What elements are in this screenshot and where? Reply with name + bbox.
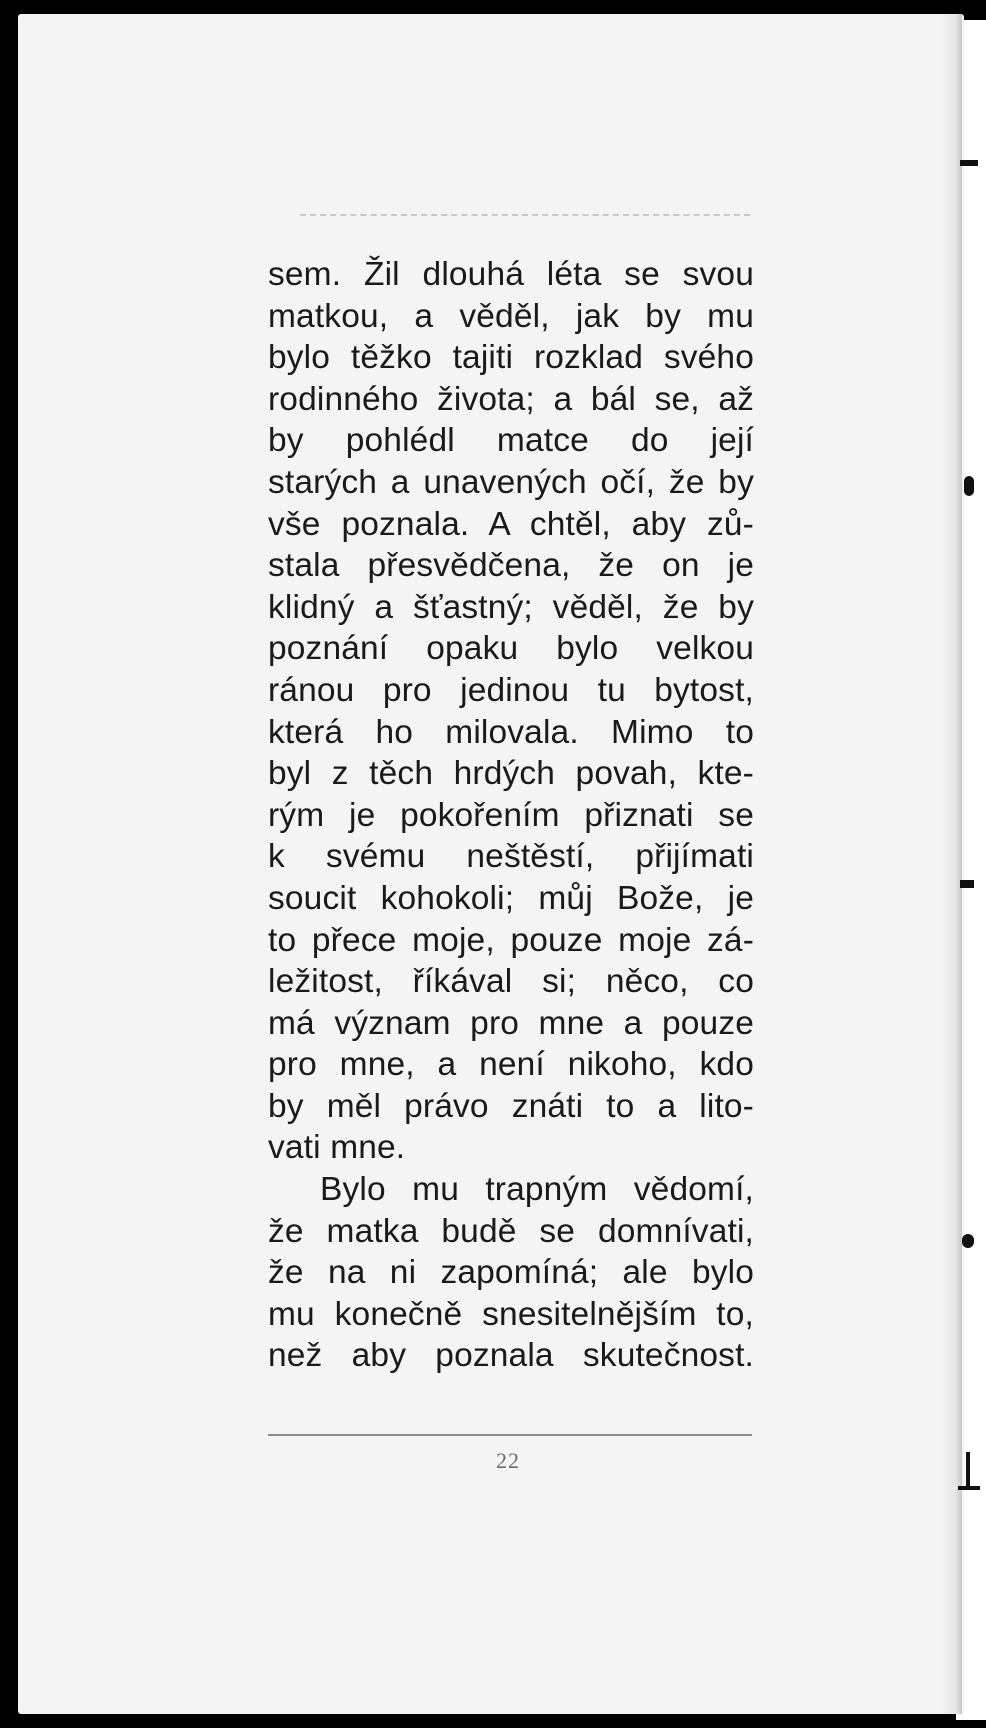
body-text: [268, 254, 754, 1377]
scan-artifact: [960, 160, 978, 166]
scan-artifact: [960, 880, 974, 888]
text-line: bylo těžko tajiti rozklad svého: [268, 339, 754, 377]
text-line: která ho milovala. Mimo to: [268, 713, 754, 751]
text-line: mu konečně snesitelnějším to,: [268, 1295, 754, 1333]
text-line: Bylo mu trapným vědomí,: [320, 1171, 754, 1209]
text-line: než aby poznala skutečnost.: [268, 1337, 754, 1375]
text-line: starých a unavených očí, že by: [268, 463, 754, 501]
text-line: by měl právo znáti to a lito-: [268, 1087, 754, 1125]
scan-artifact: [964, 476, 974, 496]
text-line: vše poznala. A chtěl, aby zů-: [268, 505, 754, 543]
text-line: vati mne.: [268, 1129, 406, 1167]
text-line: pro mne, a není nikoho, kdo: [268, 1046, 754, 1084]
scan-artifact: [962, 1234, 974, 1248]
text-line: že matka budě se domnívati,: [268, 1212, 754, 1250]
text-line: rým je pokořením přiznati se: [268, 796, 754, 834]
page-edge-shadow: [940, 14, 962, 1714]
text-line: byl z těch hrdých povah, kte-: [268, 755, 754, 793]
page-number: 22: [496, 1448, 520, 1473]
text-line: že na ni zapomíná; ale bylo: [268, 1254, 754, 1292]
text-line: ránou pro jedinou tu bytost,: [268, 671, 754, 709]
scan-artifact: [958, 1486, 980, 1490]
text-line: poznání opaku bylo velkou: [268, 630, 754, 668]
text-line: to přece moje, pouze moje zá-: [268, 921, 754, 959]
text-line: by pohlédl matce do její: [268, 422, 754, 460]
footer-rule: [268, 1434, 752, 1436]
text-line: rodinného života; a bál se, až: [268, 380, 754, 418]
scan-artifact: [966, 1452, 970, 1486]
text-line: soucit kohokoli; můj Bože, je: [268, 879, 754, 917]
header-rule: [300, 214, 750, 216]
text-line: ležitost, říkával si; něco, co: [268, 963, 754, 1001]
text-line: sem. Žil dlouhá léta se svou: [268, 256, 754, 293]
text-line: k svému neštěstí, přijímati: [268, 838, 754, 876]
text-line: klidný a šťastný; věděl, že by: [268, 588, 754, 626]
text-line: stala přesvědčena, že on je: [268, 547, 754, 585]
text-line: má význam pro mne a pouze: [268, 1004, 754, 1042]
text-line: matkou, a věděl, jak by mu: [268, 297, 754, 335]
